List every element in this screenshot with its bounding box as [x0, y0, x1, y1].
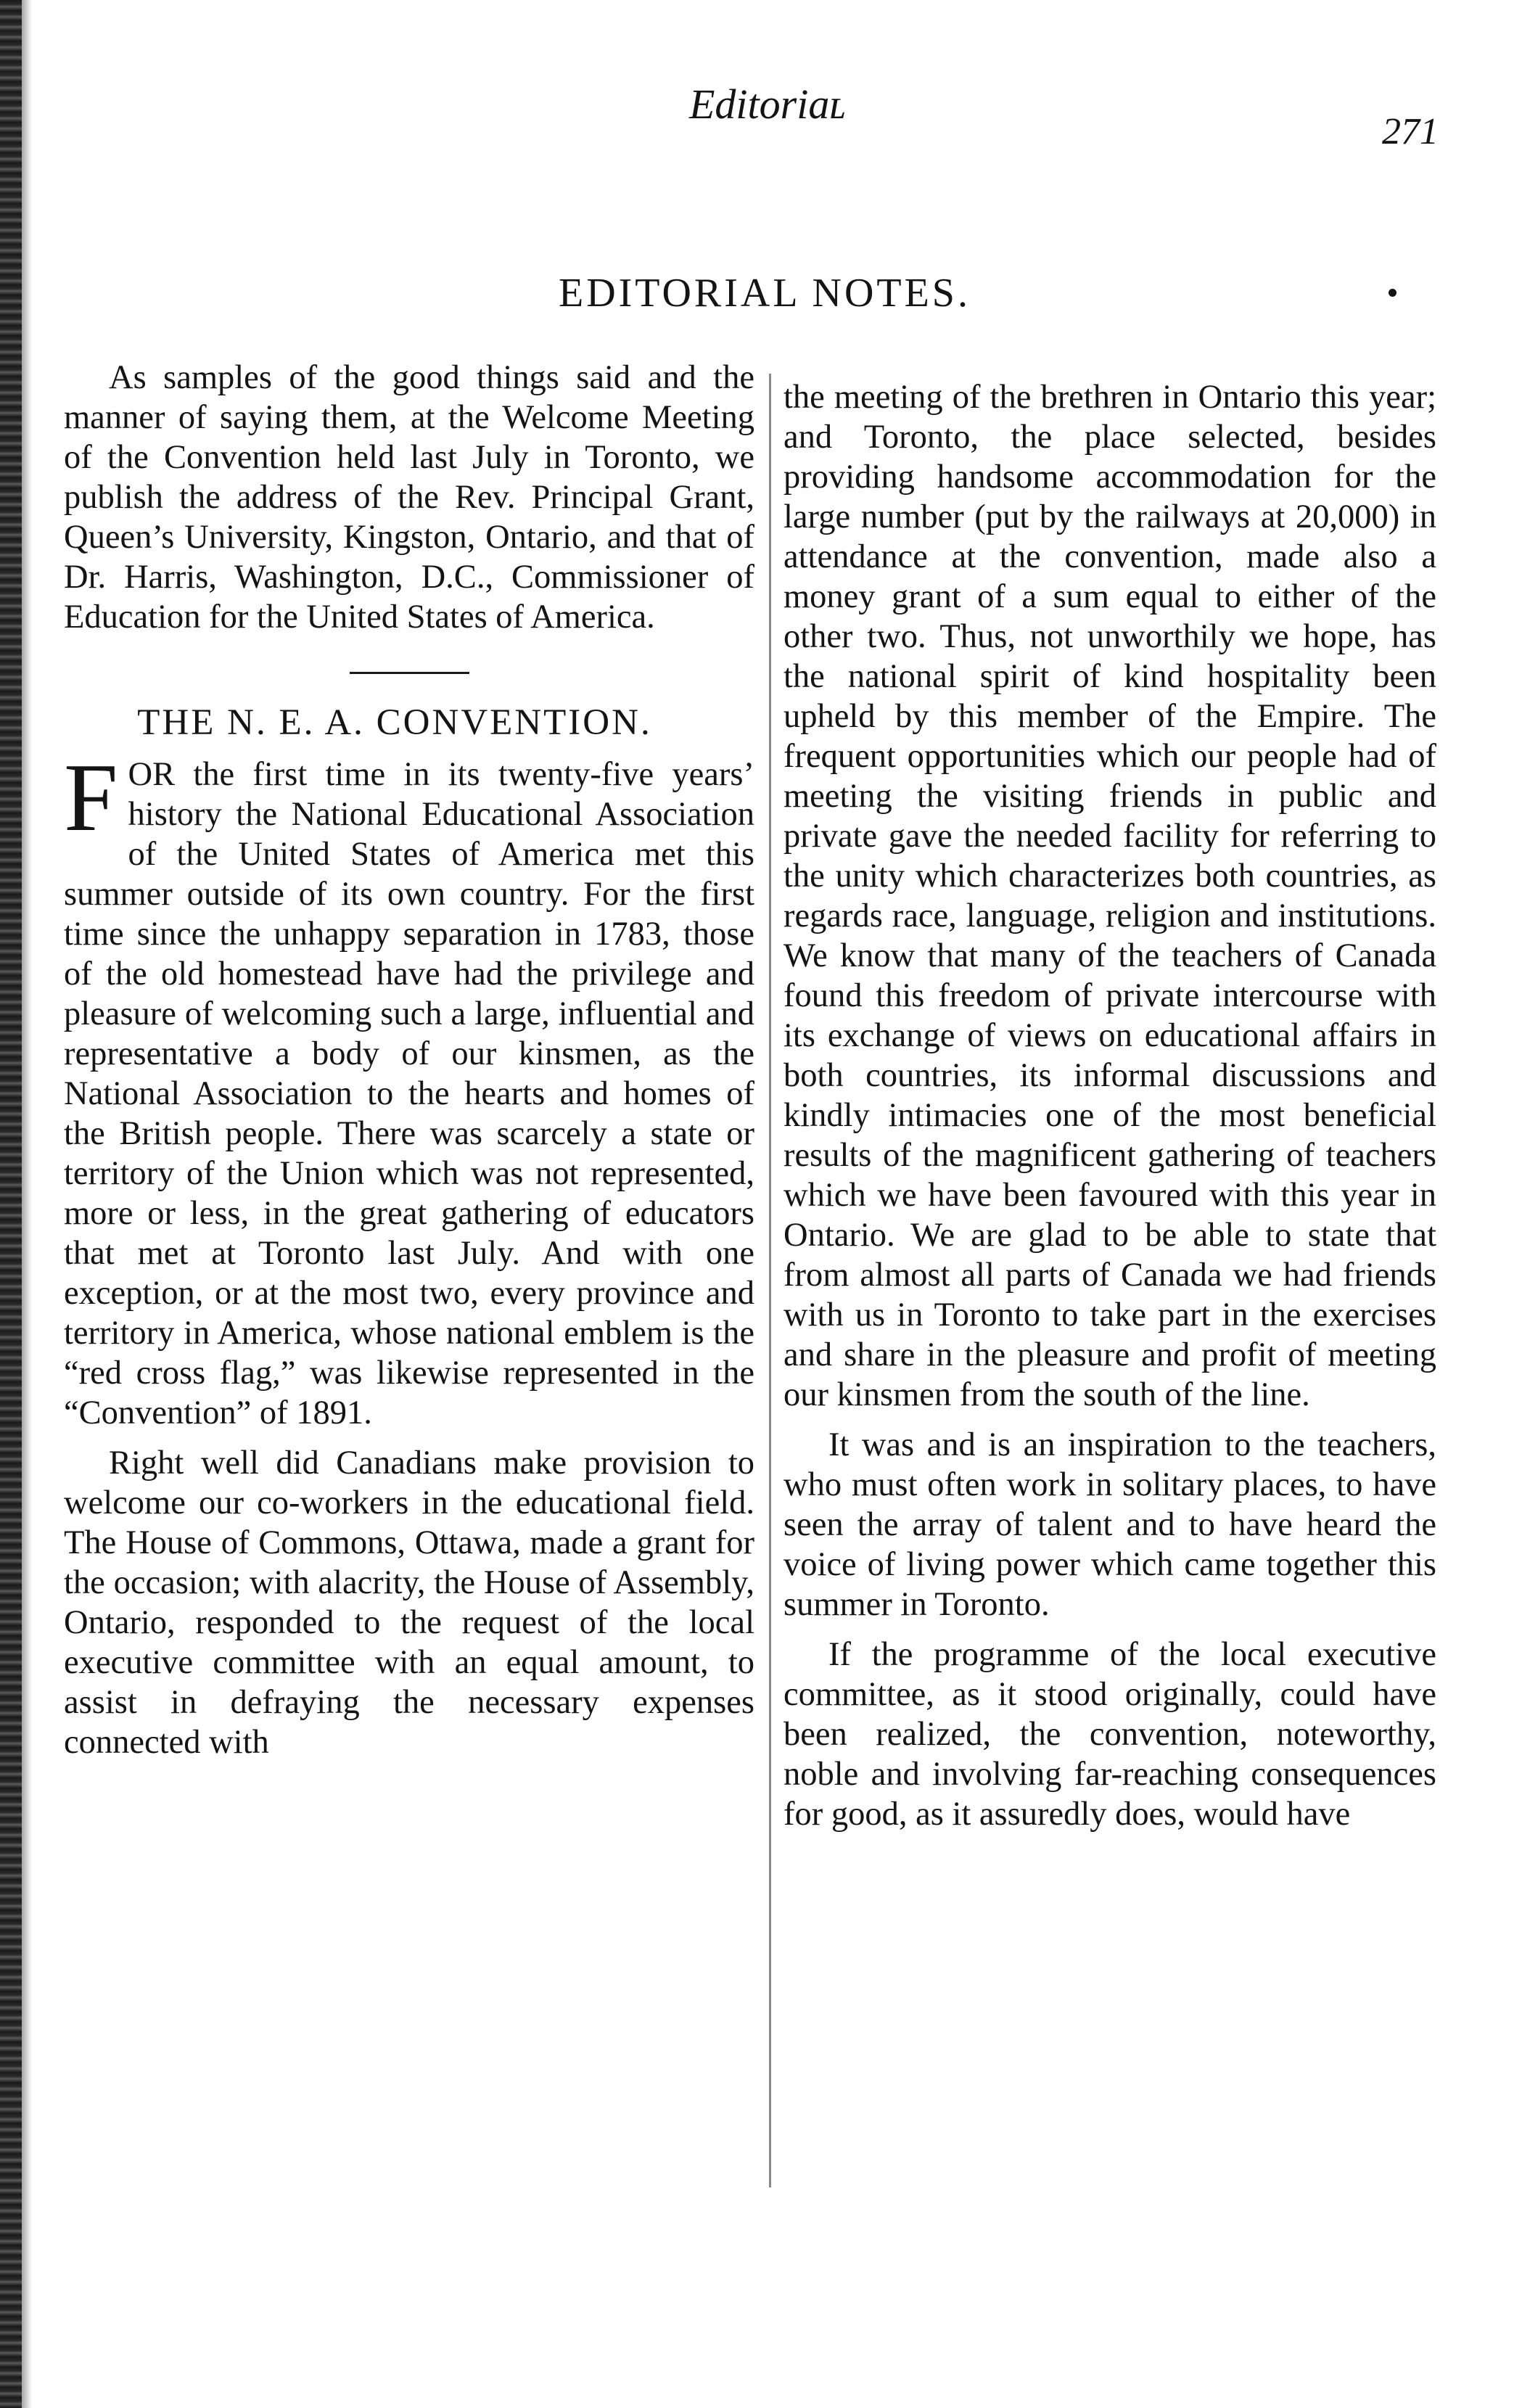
section-divider-rule: [350, 672, 469, 674]
stray-ink-dot: [1389, 289, 1396, 297]
intro-paragraph: As samples of the good things said and the manner of saying them, at the Welcome Meeting of the Convention held last July in Toronto, we publish the address of the Rev. Principal Grant, Queen’s University, Kingston, Ontario, and that of Dr. Harris, Washington, D.C., Commissioner of Education for the United States of America.: [64, 359, 754, 636]
left-column: [64, 358, 754, 1762]
running-title: Editoriaʟ: [689, 81, 846, 128]
page-number: 271: [1382, 111, 1439, 152]
article-heading: THE N. E. A. CONVENTION.: [137, 702, 652, 743]
right-column: [783, 377, 1436, 1834]
right-paragraph-2: It was and is an inspiration to the teachers, who must often work in solitary places, to have seen the array of talent and to have heard the voice of living power which came together this summer in Toronto.: [783, 1426, 1436, 1623]
article-first-paragraph: [64, 744, 754, 1433]
first-paragraph-text: OR the first time in its twenty-five years’ history the National Educational Association of the United States of America met this summer outside of its own country. For the first time since the unhappy separation in 1783, those of the old homestead have had the privilege and pleasure of welcoming such a large, influential and representative a body of our kinsmen, as the National Association to the hearts and homes of the British people. There was scarcely a state or territory of the Union which was not represented, more or less, in the great gathering of educators that met at Toronto last July. And with one exception, or at the most two, every province and territory in America, whose national emblem is the “red cross flag,” was likewise represented in the “Convention” of 1891.: [64, 756, 754, 1431]
article-second-paragraph: Right well did Canadians make provision to welcome our co-workers in the educational field. The House of Commons, Ottawa, made a grant for the occasion; with alacrity, the House of Assembly, Ontario, responded to the request of the local executive committee with an equal amount, to assist in defraying the necessary expenses connected with: [64, 1445, 754, 1761]
right-paragraph-3: If the programme of the local executive committee, as it stood originally, could have been realized, the convention, noteworthy, noble and involving far-reaching consequences for good, as it assuredly does, would have: [783, 1636, 1436, 1833]
right-paragraph-1: the meeting of the brethren in Ontario this year; and Toronto, the place selected, besides providing handsome accommodation for the large number (put by the railways at 20,000) in attendance at the convention, made also a money grant of a sum equal to either of the other two. Thus, not unworthily we hope, has the national spirit of kind hospitality been upheld by this member of the Empire. The frequent opportunities which our people had of meeting the visiting friends in public and private gave the needed facility for referring to the unity which characterizes both countries, as regards race, language, religion and institutions. We know that many of the teachers of Canada found this freedom of private intercourse with its exchange of views on educational affairs in both countries, its informal discussions and kindly intimacies one of the most beneficial results of the magnificent gathering of teachers which we have been favoured with this year in Ontario. We are glad to be able to state that from almost all parts of Canada we had friends with us in Toronto to take part in the exercises and share in the pleasure and profit of meeting our kinsmen from the south of the line.: [783, 379, 1436, 1413]
drop-cap-letter: F: [64, 744, 118, 851]
running-head: [0, 80, 1522, 152]
column-divider: [769, 374, 771, 2187]
page-binding-edge: [0, 0, 22, 2408]
section-title: EDITORIAL NOTES.: [559, 271, 971, 316]
